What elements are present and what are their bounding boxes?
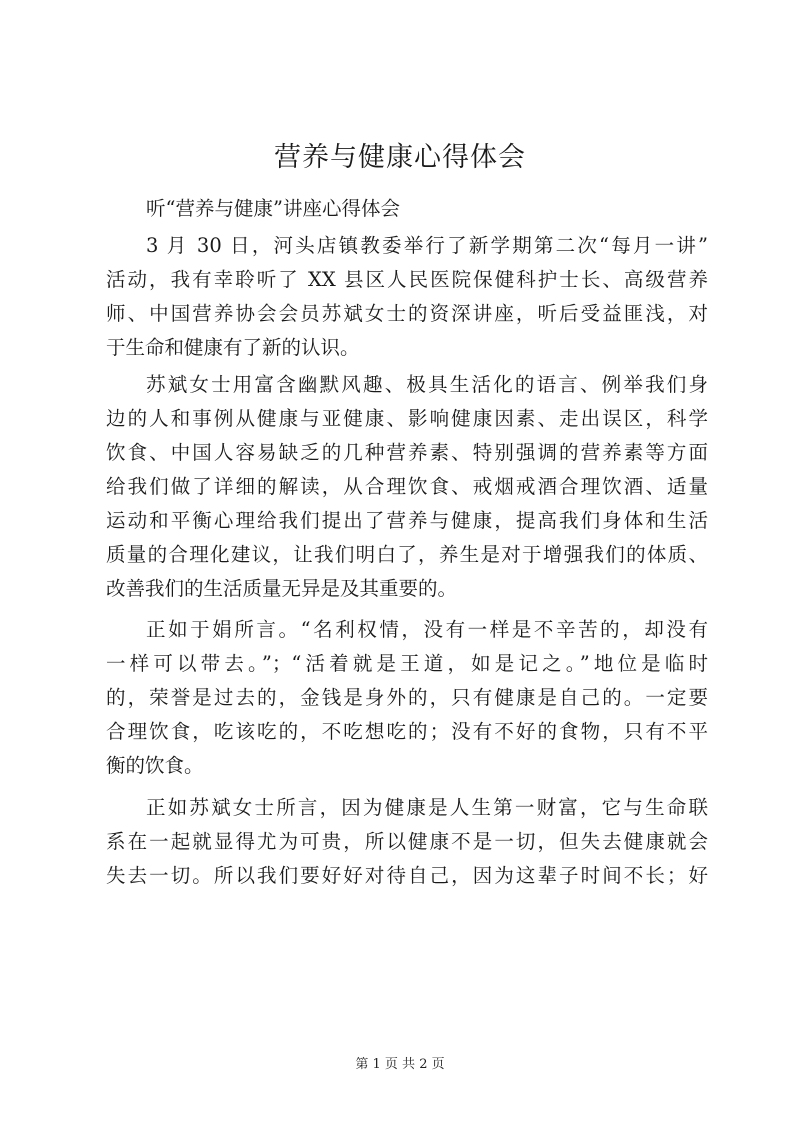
paragraph-line: 失去一切。所以我们要好好对待自己，因为这辈子时间不长；好: [106, 864, 708, 887]
document-body: [106, 192, 708, 893]
paragraph-line: 改善我们的生活质量无异是及其重要的。: [106, 577, 458, 600]
paragraph-2: [106, 368, 708, 606]
document-title: 营养与健康心得体会: [274, 142, 526, 173]
paragraph-line: 一样可以带去。”；“活着就是王道，如是记之。”地位是临时: [106, 652, 708, 675]
paragraph-line: 给我们做了详细的解读，从合理饮食、戒烟戒酒合理饮酒、适量: [106, 475, 708, 498]
subtitle-paragraph: [106, 192, 708, 226]
paragraph-3: [106, 613, 708, 783]
paragraph-line: 苏斌女士用富含幽默风趣、极具生活化的语言、例举我们身: [146, 373, 708, 396]
page-number-footer: 第 1 页 共 2 页: [355, 1057, 445, 1072]
subtitle-line: 听“营养与健康”讲座心得体会: [146, 197, 400, 220]
paragraph-line: 的，荣誉是过去的，金钱是身外的，只有健康是自己的。一定要: [106, 686, 708, 709]
paragraph-line: 衡的饮食。: [106, 754, 204, 777]
paragraph-line: 饮食、中国人容易缺乏的几种营养素、特别强调的营养素等方面: [106, 441, 708, 464]
paragraph-1: [106, 229, 708, 365]
paragraph-line: 活动，我有幸聆听了 XX 县区人民医院保健科护士长、高级营养: [106, 268, 708, 291]
paragraph-line: 正如苏斌女士所言，因为健康是人生第一财富，它与生命联: [146, 796, 708, 819]
paragraph-line: 师、中国营养协会会员苏斌女士的资深讲座，听后受益匪浅，对: [106, 302, 708, 325]
paragraph-line: 正如于娟所言。“名利权情，没有一样是不辛苦的，却没有: [146, 618, 708, 641]
paragraph-line: 系在一起就显得尤为可贵，所以健康不是一切，但失去健康就会: [106, 830, 708, 853]
paragraph-line: 质量的合理化建议，让我们明白了，养生是对于增强我们的体质、: [106, 543, 708, 566]
paragraph-line: 边的人和事例从健康与亚健康、影响健康因素、走出误区，科学: [106, 407, 708, 430]
paragraph-line: 于生命和健康有了新的认识。: [106, 336, 360, 359]
paragraph-line: 运动和平衡心理给我们提出了营养与健康，提高我们身体和生活: [106, 509, 708, 532]
paragraph-4: [106, 791, 708, 893]
paragraph-line: 3 月 30 日，河头店镇教委举行了新学期第二次“每月一讲”: [146, 234, 708, 257]
paragraph-line: 合理饮食，吃该吃的，不吃想吃的；没有不好的食物，只有不平: [106, 720, 708, 743]
